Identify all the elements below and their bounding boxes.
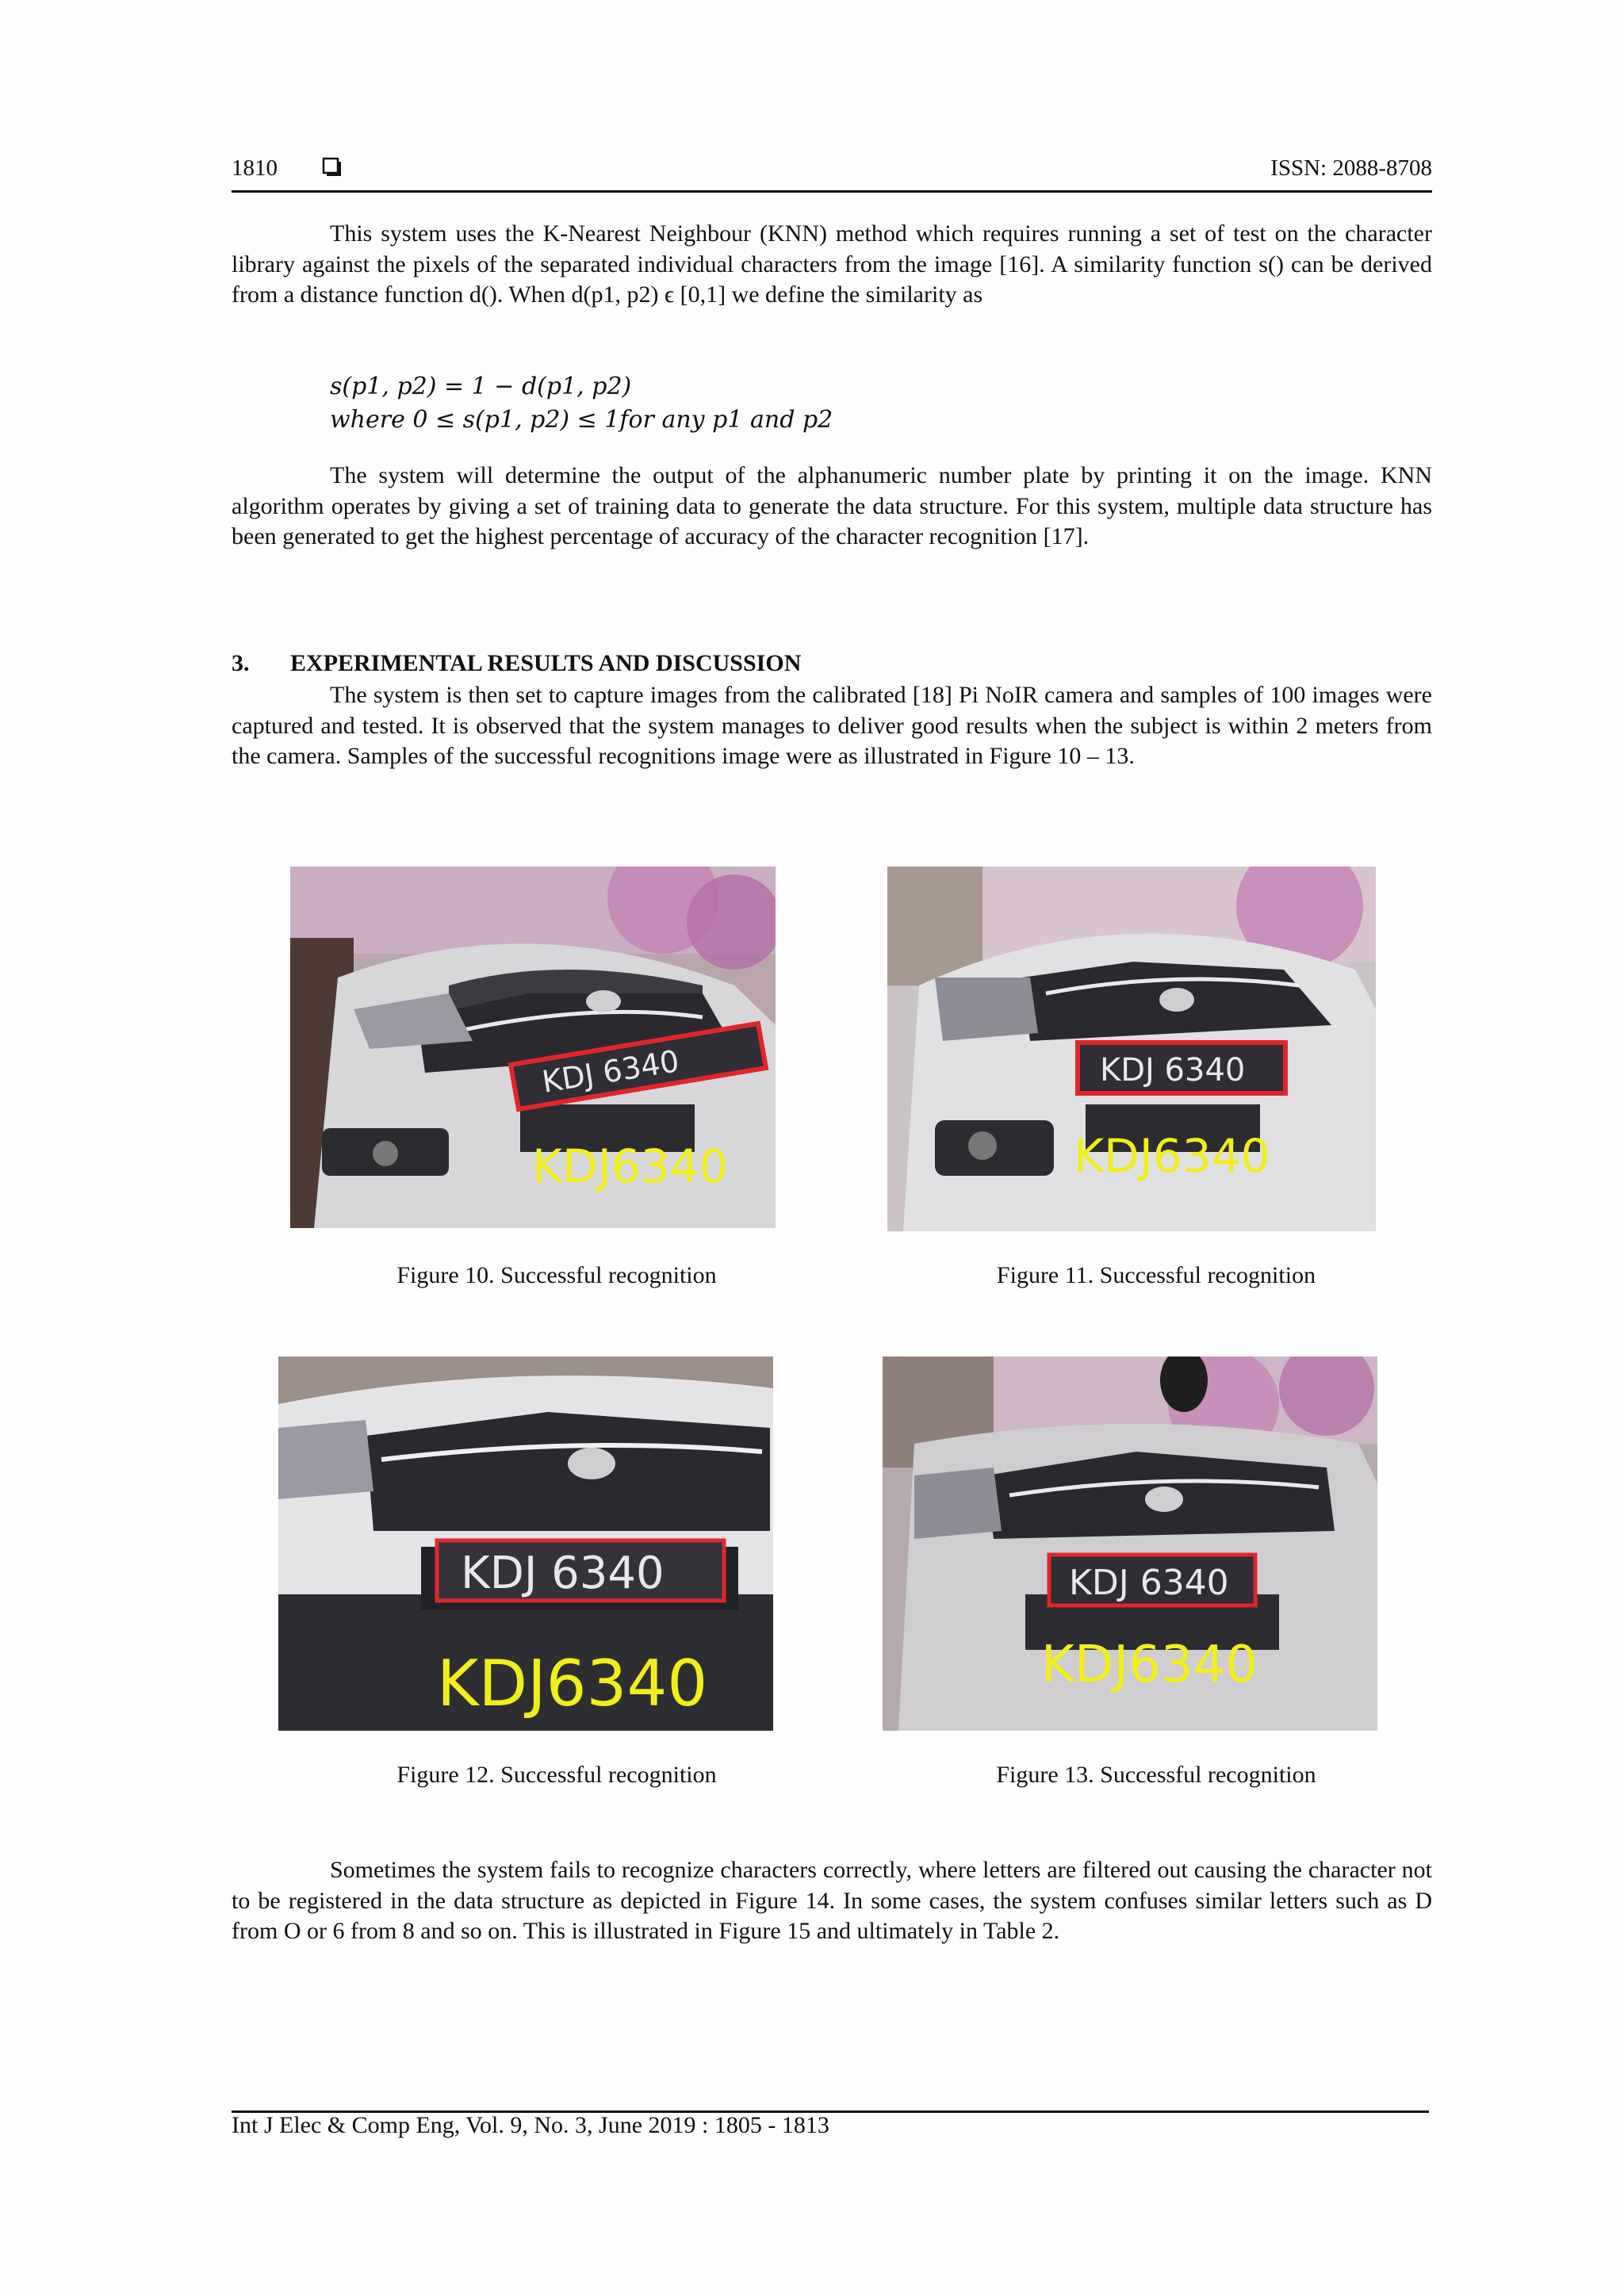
page-number: 1810 [232, 155, 278, 181]
figure-12-plate-text: KDJ 6340 [461, 1548, 665, 1599]
section-heading [232, 650, 801, 677]
square-bullet-icon [322, 157, 343, 178]
figure-11-recognized-text: KDJ6340 [1074, 1129, 1270, 1183]
figure-11-image [887, 867, 1376, 1231]
section-title: EXPERIMENTAL RESULTS AND DISCUSSION [290, 650, 802, 676]
figure-10-caption: Figure 10. Successful recognition [396, 1262, 717, 1288]
figure-10-image [290, 867, 776, 1228]
figure-12-caption: Figure 12. Successful recognition [396, 1762, 717, 1788]
footer-citation: Int J Elec & Comp Eng, Vol. 9, No. 3, June 2019 : 1805 - 1813 [232, 2112, 829, 2138]
figure-13-caption: Figure 13. Successful recognition [996, 1762, 1316, 1788]
paragraph-failures: Sometimes the system fails to recognize characters correctly, where letters are filtered out causing the character not to be registered in the data structure as depicted in Figure 14. In some cases, the system confuses similar letters such as D from O or 6 from 8 and so on. This is illustrated in Figure 15 and ultimately in Table 2. [232, 1857, 1432, 1944]
equation-range: where 0 ≤ s(p1, p2) ≤ 1for any p1 and p2 [330, 406, 833, 434]
paragraph-knn: This system uses the K-Nearest Neighbour (KNN) method which requires running a set of test on the character library against the pixels of the separated individual characters from the image [16]. A similarity function s() can be derived from a distance function d(). When d(p1, p2) ϵ [0,1] we define the similarity as [232, 220, 1432, 308]
paragraph-output: The system will determine the output of the alphanumeric number plate by printing it on the image. KNN algorithm operates by giving a set of training data to generate the data structure. For this system, multiple data structure has been generated to get the highest percentage of accuracy of the character recognition [17]. [232, 462, 1432, 549]
paragraph-results: The system is then set to capture images from the calibrated [18] Pi NoIR camera and samples of 100 images were captured and tested. It is observed that the system manages to deliver good results when the subject is within 2 meters from the camera. Samples of the successful recognitions image were as illustrated in Figure 10 – 13. [232, 682, 1432, 769]
section-number: 3. [232, 650, 250, 676]
header-rule [232, 190, 1432, 193]
figure-13-plate-text: KDJ 6340 [1069, 1563, 1229, 1603]
figure-12-image [278, 1357, 773, 1731]
issn: ISSN: 2088-8708 [1270, 155, 1432, 181]
figure-12-recognized-text: KDJ6340 [437, 1647, 708, 1720]
figure-10-plate-text: KDJ 6340 [539, 1043, 682, 1100]
figure-13-recognized-text: KDJ6340 [1041, 1636, 1258, 1694]
figure-10-recognized-text: KDJ6340 [532, 1139, 729, 1193]
equation-similarity: s(p1, p2) = 1 − d(p1, p2) [330, 373, 632, 400]
figure-11-plate-text: KDJ 6340 [1100, 1052, 1246, 1089]
figure-11-caption: Figure 11. Successful recognition [996, 1262, 1316, 1288]
figure-13-image [883, 1357, 1377, 1731]
